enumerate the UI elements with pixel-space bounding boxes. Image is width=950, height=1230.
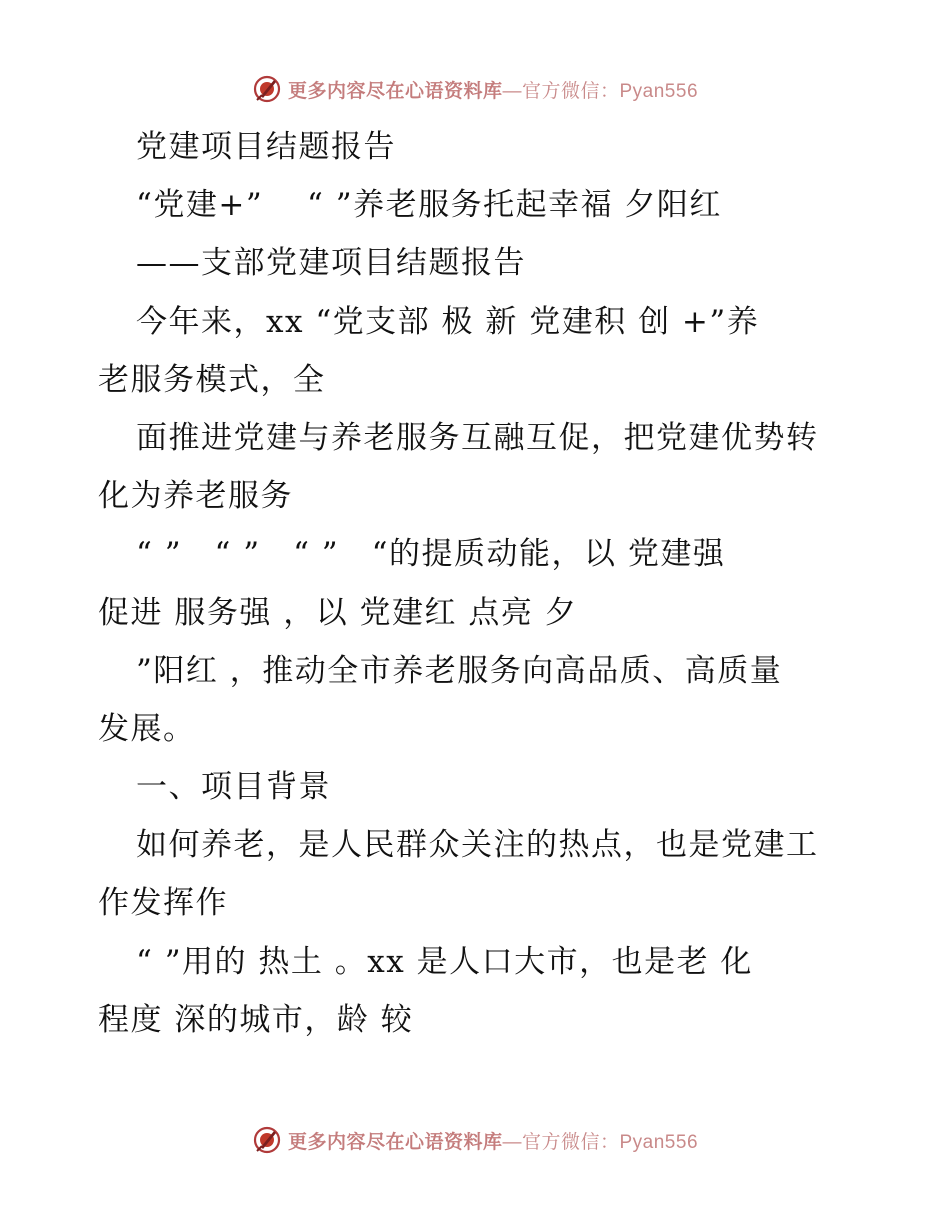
- doc-line: 老服务模式，全: [98, 361, 326, 398]
- watermark-content: [252, 1125, 698, 1155]
- doc-line: 促进 服务强 ，以 党建红 点亮 夕: [98, 594, 578, 631]
- watermark-text: [288, 76, 698, 103]
- doc-line: ”阳红 ，推动全市养老服务向高品质、高质量: [136, 652, 783, 689]
- doc-line: 今年来，xx “党支部 极 新 党建积 创 +”养: [136, 303, 760, 340]
- doc-line: 程度 深的城市，龄 较: [98, 1001, 414, 1038]
- doc-line: 发展。: [98, 710, 196, 747]
- doc-line: “ ”用的 热土 。xx 是人口大市，也是老 化: [136, 943, 753, 980]
- section-heading: 一、项目背景: [136, 769, 331, 806]
- header-watermark: [0, 72, 950, 106]
- watermark-brand: 更多内容尽在心语资料库: [287, 80, 503, 102]
- watermark-wechat-id: Pyan556: [619, 1131, 699, 1153]
- doc-line: 面推进党建与养老服务互融互促，把党建优势转: [136, 419, 819, 456]
- doc-line: 如何养老，是人民群众关注的热点，也是党建工: [136, 827, 819, 864]
- quill-seal-icon: [252, 74, 282, 104]
- watermark-brand: 更多内容尽在心语资料库: [287, 1131, 503, 1153]
- watermark-wechat-id: Pyan556: [619, 80, 699, 102]
- watermark-text: [288, 1127, 698, 1154]
- watermark-suffix: 官方微信：: [521, 1131, 620, 1153]
- doc-line: 化为养老服务: [98, 478, 293, 515]
- doc-line: “ ” “ ” “ ” “的提质动能，以 党建强: [136, 536, 726, 573]
- watermark-content: [252, 74, 698, 104]
- watermark-suffix: 官方微信：: [521, 80, 620, 102]
- doc-line: 作发挥作: [98, 885, 228, 922]
- quill-seal-icon: [252, 1125, 282, 1155]
- doc-subtitle: ——支部党建项目结题报告: [136, 245, 526, 282]
- watermark-separator: —: [502, 80, 522, 102]
- document-body: [98, 118, 868, 1049]
- footer-watermark: [0, 1123, 950, 1157]
- watermark-separator: —: [502, 1131, 522, 1153]
- doc-line: “党建+” “ ”养老服务托起幸福 夕阳红: [136, 187, 722, 224]
- doc-title: 党建项目结题报告: [136, 129, 396, 165]
